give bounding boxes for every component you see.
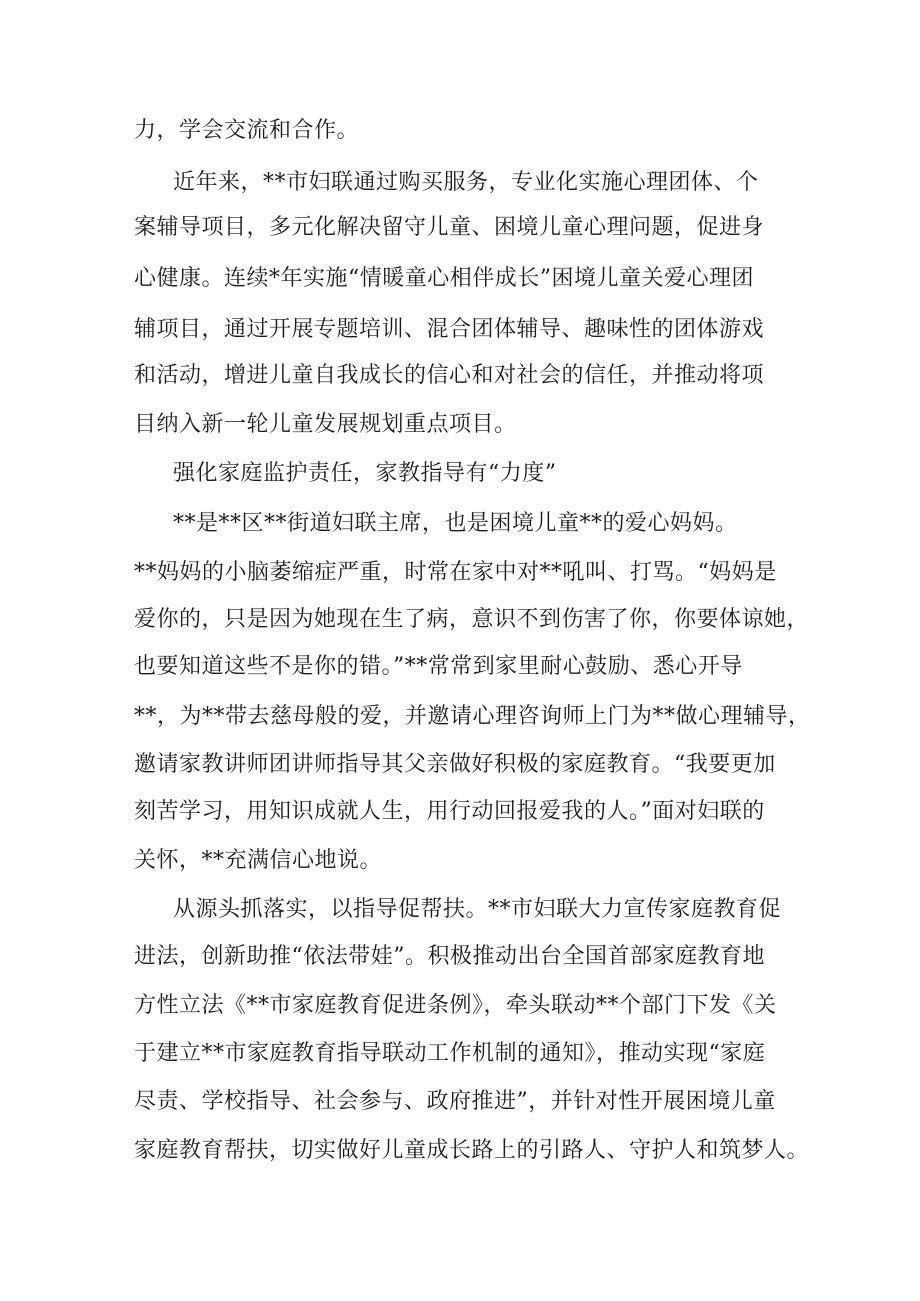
text-line: 刻苦学习，用知识成就人生，用行动回报爱我的人。”面对妇联的 <box>134 799 765 824</box>
text-line: 进法，创新助推“依法带娃”。积极推动出台全国首部家庭教育地 <box>134 944 765 969</box>
text-line: 力，学会交流和合作。 <box>134 118 360 143</box>
text-line: 也要知道这些不是你的错。”**常常到家里耐心鼓励、悉心开导 <box>134 654 743 679</box>
text-line: 于建立**市家庭教育指导联动工作机制的通知》，推动实现“家庭 <box>134 1041 766 1066</box>
paragraph-first-line: **是**区**街道妇联主席，也是困境儿童**的爱心妈妈。 <box>173 511 738 536</box>
text-line: 家庭教育帮扶，切实做好儿童成长路上的引路人、守护人和筑梦人。 <box>134 1138 810 1163</box>
text-line: 尽责、学校指导、社会参与、政府推进”，并针对性开展困境儿童 <box>134 1089 776 1114</box>
text-line: **妈妈的小脑萎缩症严重，时常在家中对**吼叫、打骂。“妈妈是 <box>134 560 777 585</box>
text-line: 目纳入新一轮儿童发展规划重点项目。 <box>134 412 517 437</box>
text-line: 和活动，增进儿童自我成长的信心和对社会的信任，并推动将项 <box>134 363 765 388</box>
text-line: 辅项目，通过开展专题培训、混合团体辅导、趣味性的团体游戏 <box>134 317 765 342</box>
text-line: **，为**带去慈母般的爱，并邀请心理咨询师上门为**做心理辅导， <box>134 704 811 729</box>
section-heading: 强化家庭监护责任，家教指导有“力度” <box>173 461 557 486</box>
text-line: 邀请家教讲师团讲师指导其父亲做好积极的家庭教育。“我要更加 <box>134 752 776 777</box>
text-line: 爱你的，只是因为她现在生了病，意识不到伤害了你，你要体谅她， <box>134 607 810 632</box>
text-line: 方性立法《**市家庭教育促进条例》，牵头联动**个部门下发《关 <box>134 993 777 1018</box>
text-line: 案辅导项目，多元化解决留守儿童、困境儿童心理问题，促进身 <box>134 215 765 240</box>
paragraph-first-line: 从源头抓落实，以指导促帮扶。**市妇联大力宣传家庭教育促 <box>173 897 782 922</box>
text-line: 关怀，**充满信心地说。 <box>134 848 383 873</box>
text-line: 心健康。连续*年实施“情暖童心相伴成长”困境儿童关爱心理团 <box>134 266 754 291</box>
paragraph-first-line: 近年来，**市妇联通过购买服务，专业化实施心理团体、个 <box>173 170 759 195</box>
